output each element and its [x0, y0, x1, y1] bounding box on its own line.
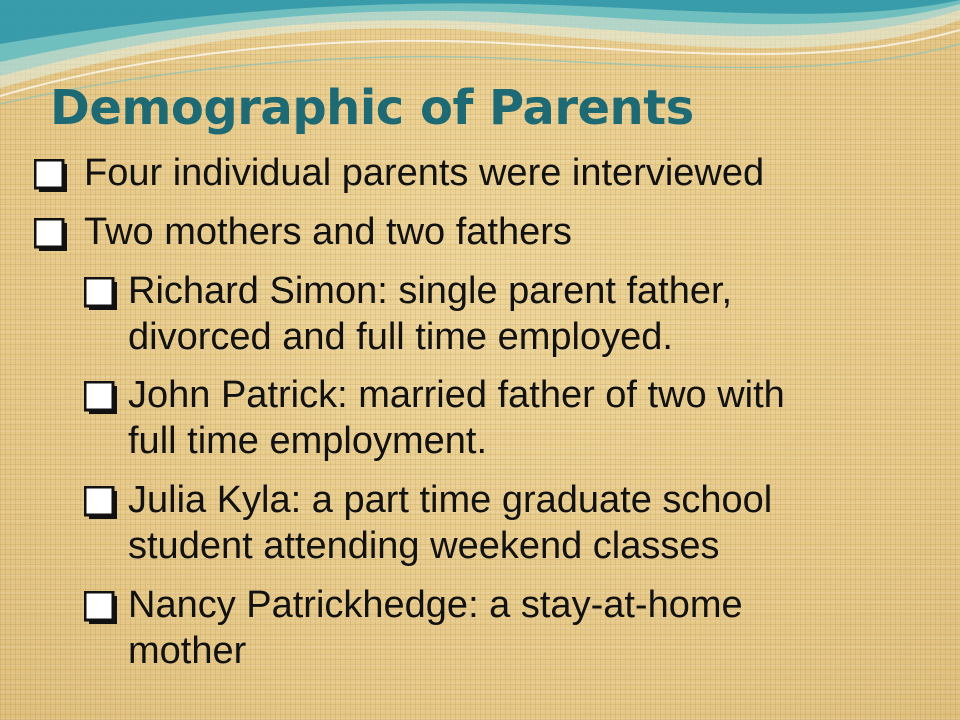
hollow-square-bullet-icon	[34, 218, 68, 252]
sub-bullet-line-2: divorced and full time employed.	[128, 316, 673, 358]
sub-bullet-item	[84, 582, 904, 674]
sub-bullet-line-2: full time employment.	[128, 420, 488, 462]
bullet-text: Two mothers and two fathers	[84, 211, 572, 253]
hollow-square-bullet-icon	[34, 159, 68, 193]
bullet-item	[34, 209, 572, 255]
sub-bullet-item	[84, 268, 904, 360]
sub-bullet-item	[84, 477, 904, 569]
hollow-square-bullet-icon	[84, 591, 118, 625]
sub-bullet-line-1: John Patrick: married father of two with	[128, 374, 785, 416]
slide-title: Demographic of Parents	[50, 80, 694, 136]
sub-bullet-line-1: Nancy Patrickhedge: a stay-at-home	[128, 584, 743, 626]
hollow-square-bullet-icon	[84, 277, 118, 311]
bullet-text: Four individual parents were interviewed	[84, 152, 765, 194]
sub-bullet-line-2: student attending weekend classes	[128, 525, 720, 567]
sub-bullet-item	[84, 372, 904, 464]
hollow-square-bullet-icon	[84, 381, 118, 415]
sub-bullet-line-1: Julia Kyla: a part time graduate school	[128, 479, 773, 521]
sub-bullet-line-1: Richard Simon: single parent father,	[128, 270, 733, 312]
sub-bullet-line-2: mother	[128, 630, 247, 672]
hollow-square-bullet-icon	[84, 486, 118, 520]
bullet-item	[34, 150, 764, 196]
